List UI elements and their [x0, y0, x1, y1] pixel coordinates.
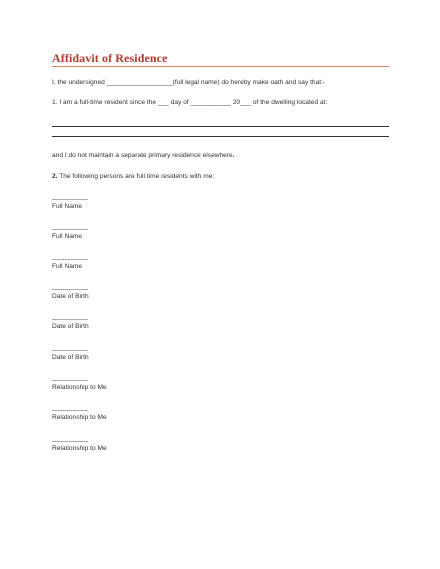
entry-label: Date of Birth: [52, 354, 89, 361]
signature-blank[interactable]: ------------------: [52, 438, 88, 445]
address-line-2: [52, 136, 389, 137]
entry-label: Date of Birth: [52, 323, 89, 330]
signature-blank[interactable]: ------------------: [52, 196, 88, 203]
address-line-1: [52, 126, 389, 127]
document-title: Affidavit of Residence: [52, 51, 168, 65]
no-other-residence-statement: [52, 152, 235, 160]
signature-blank[interactable]: ------------------: [52, 316, 88, 323]
no-other-residence-period: .: [232, 152, 235, 159]
signature-blank[interactable]: ------------------: [52, 256, 88, 263]
resident-entry: [52, 316, 172, 331]
title-underline: [52, 66, 389, 67]
resident-entry: [52, 196, 172, 211]
signature-blank[interactable]: ------------------: [52, 377, 88, 384]
entry-label: Relationship to Me: [52, 384, 107, 391]
resident-entry: [52, 347, 172, 362]
resident-entry: [52, 377, 172, 392]
entry-label: Relationship to Me: [52, 445, 107, 452]
entry-label: Date of Birth: [52, 293, 89, 300]
entry-label: Full Name: [52, 263, 83, 270]
resident-entry: [52, 286, 172, 301]
signature-blank[interactable]: ------------------: [52, 347, 88, 354]
resident-entry: [52, 438, 172, 453]
entry-label: Full Name: [52, 203, 83, 210]
signature-blank[interactable]: ------------------: [52, 286, 88, 293]
residency-statement: 1. I am a full-time resident since the ___ day of ___________ 20___ of the dwelling located at:: [52, 99, 328, 106]
residents-heading-number: 2.: [52, 173, 58, 180]
entry-label: Full Name: [52, 233, 83, 240]
resident-entry: [52, 407, 172, 422]
residents-heading: [52, 173, 214, 181]
signature-blank[interactable]: ------------------: [52, 226, 88, 233]
signature-blank[interactable]: ------------------: [52, 407, 88, 414]
no-other-residence-text: and I do not maintain a separate primary residence elsewhere: [52, 152, 233, 159]
entry-label: Relationship to Me: [52, 414, 107, 421]
resident-entry: [52, 256, 172, 271]
oath-statement: I, the undersigned __________________(full legal name) do hereby make oath and say that:-: [52, 79, 326, 86]
residents-heading-text: The following persons are full time residents with me:: [57, 173, 215, 180]
resident-entry: [52, 226, 172, 241]
